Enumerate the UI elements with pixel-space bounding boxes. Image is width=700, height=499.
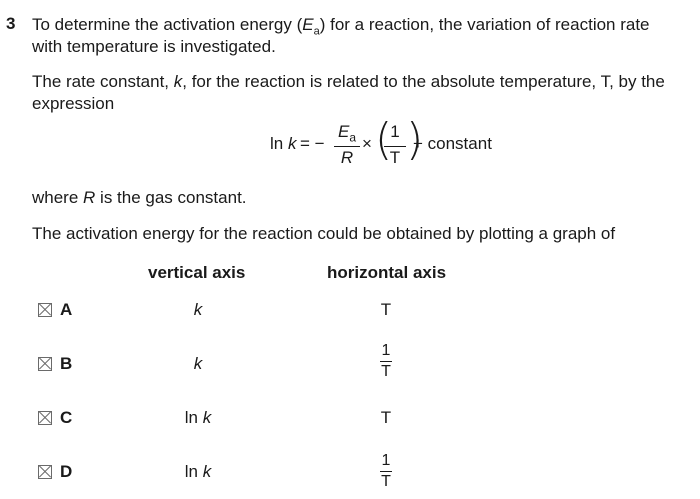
option-c-checkbox[interactable] [38, 411, 52, 425]
option-d-checkbox[interactable] [38, 465, 52, 479]
option-c-horizontal: T [380, 408, 392, 427]
option-d-horizontal-fraction: 1 T [381, 452, 391, 490]
para2-line-1: The rate constant, k, for the reaction is related to the absolute temperature, T, by the [32, 72, 665, 91]
option-d-letter: D [60, 462, 73, 481]
formula-plus-constant: + constant [413, 134, 492, 153]
option-b-vertical: k [193, 354, 203, 373]
formula-right-paren: ) [406, 114, 424, 165]
formula-left-paren: ( [375, 114, 393, 165]
option-c-letter: C [60, 408, 73, 427]
option-a-checkbox[interactable] [38, 303, 52, 317]
option-a-vertical: k [193, 300, 203, 319]
option-b-checkbox[interactable] [38, 357, 52, 371]
option-a-horizontal: T [380, 300, 392, 319]
question-number: 3 [6, 14, 16, 33]
intro-line-2: with temperature is investigated. [32, 37, 276, 56]
option-b-letter: B [60, 354, 73, 373]
option-b-horizontal-fraction: 1 T [381, 342, 391, 380]
option-c-vertical: ln k [184, 408, 212, 427]
where-line: where R is the gas constant. [32, 188, 247, 207]
option-d-vertical: ln k [184, 462, 212, 481]
formula-times: × [362, 134, 372, 153]
intro-line-1: To determine the activation energy $(E_a)$ for a reaction, the variation of reaction rate [32, 15, 650, 38]
para2-line-2: expression [32, 94, 115, 113]
question-prompt: The activation energy for the reaction could be obtained by plotting a graph of [32, 224, 616, 243]
formula-equals-minus: = − [300, 134, 325, 153]
header-horizontal-axis: horizontal axis [327, 263, 447, 282]
formula-lhs: ln k [270, 134, 297, 153]
header-vertical-axis: vertical axis [148, 263, 246, 282]
option-a-letter: A [60, 300, 73, 319]
